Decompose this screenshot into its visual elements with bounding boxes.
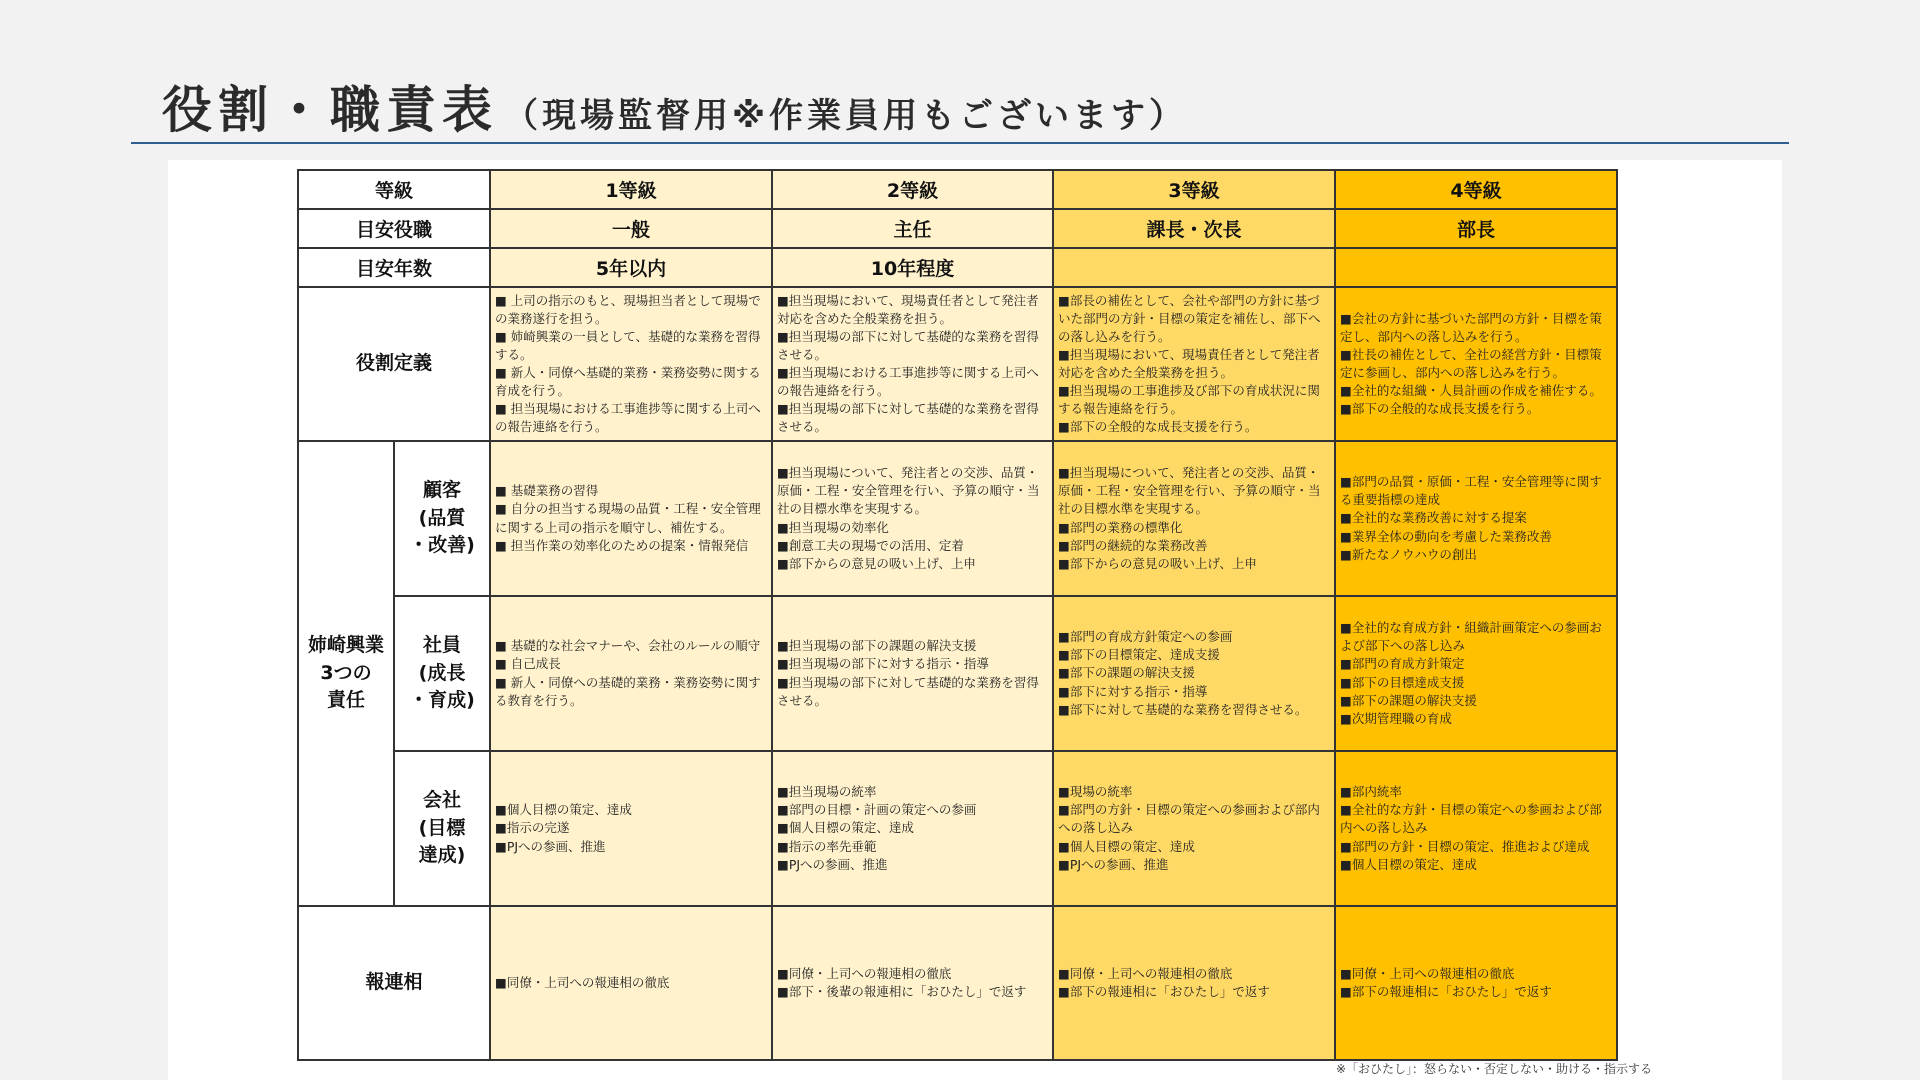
company-grade-3: ■現場の統率 ■部門の方針・目標の策定への参画および部内への落し込み ■個人目標の策定、達成 ■PJへの参画、推進 bbox=[1053, 751, 1335, 906]
customer-row bbox=[298, 441, 1617, 596]
role-grade-3: ■部長の補佐として、会社や部門の方針に基づいた部門の方針・目標の策定を補佐し、部下への落し込みを行う。 ■担当現場において、現場責任者として発注者対応を含めた全般業務を担う。 ■担当現場の工事進捗及び部下の育成状況に関する報告連絡を行う。 ■部下の全般的な成長支援を行う。 bbox=[1053, 287, 1335, 441]
customer-label: 顧客 (品質 ・改善) bbox=[394, 441, 490, 596]
page-title-sub: （現場監督用※作業員用もございます） bbox=[504, 96, 1188, 136]
company-label: 会社 (目標 達成) bbox=[394, 751, 490, 906]
grade-2-header: 2等級 bbox=[772, 170, 1053, 209]
employee-row bbox=[298, 596, 1617, 751]
report-label: 報連相 bbox=[298, 906, 490, 1060]
position-grade-2: 主任 bbox=[772, 209, 1053, 248]
employee-grade-4: ■全社的な育成方針・組織計画策定への参画および部下への落し込み ■部門の育成方針策定 ■部下の目標達成支援 ■部下の課題の解決支援 ■次期管理職の育成 bbox=[1335, 596, 1617, 751]
employee-label: 社員 (成長 ・育成) bbox=[394, 596, 490, 751]
employee-grade-3: ■部門の育成方針策定への参画 ■部下の目標策定、達成支援 ■部下の課題の解決支援 ■部下に対する指示・指導 ■部下に対して基礎的な業務を習得させる。 bbox=[1053, 596, 1335, 751]
title-underline bbox=[131, 142, 1789, 144]
company-grade-1: ■個人目標の策定、達成 ■指示の完遂 ■PJへの参画、推進 bbox=[490, 751, 772, 906]
report-grade-2: ■同僚・上司への報連相の徹底 ■部下・後輩の報連相に「おひたし」で返す bbox=[772, 906, 1053, 1060]
customer-grade-2: ■担当現場について、発注者との交渉、品質・原価・工程・安全管理を行い、予算の順守・当社の目標水準を実現する。 ■担当現場の効率化 ■創意工夫の現場での活用、定着 ■部下からの意見の吸い上げ、上申 bbox=[772, 441, 1053, 596]
role-grade-1: ■ 上司の指示のもと、現場担当者として現場での業務遂行を担う。 ■ 姉崎興業の一員として、基礎的な業務を習得する。 ■ 新人・同僚へ基礎的業務・業務姿勢に関する育成を行う。 ■ 担当現場における工事進捗等に関する上司への報告連絡を行う。 bbox=[490, 287, 772, 441]
years-grade-2: 10年程度 bbox=[772, 248, 1053, 287]
page-title-main: 役割・職責表 bbox=[162, 81, 498, 139]
report-grade-1: ■同僚・上司への報連相の徹底 bbox=[490, 906, 772, 1060]
role-responsibility-table bbox=[297, 169, 1618, 1061]
grade-1-header: 1等級 bbox=[490, 170, 772, 209]
position-grade-1: 一般 bbox=[490, 209, 772, 248]
years-grade-4 bbox=[1335, 248, 1617, 287]
position-grade-4: 部長 bbox=[1335, 209, 1617, 248]
report-row bbox=[298, 906, 1617, 1060]
company-row bbox=[298, 751, 1617, 906]
role-grade-2: ■担当現場において、現場責任者として発注者対応を含めた全般業務を担う。 ■担当現場の部下に対して基礎的な業務を習得させる。 ■担当現場における工事進捗等に関する上司への報告連絡を行う。 ■担当現場の部下に対して基礎的な業務を習得させる。 bbox=[772, 287, 1053, 441]
grade-4-header: 4等級 bbox=[1335, 170, 1617, 209]
position-row bbox=[298, 209, 1617, 248]
role-definition-row bbox=[298, 287, 1617, 441]
company-grade-2: ■担当現場の統率 ■部門の目標・計画の策定への参画 ■個人目標の策定、達成 ■指示の率先垂範 ■PJへの参画、推進 bbox=[772, 751, 1053, 906]
years-grade-3 bbox=[1053, 248, 1335, 287]
employee-grade-2: ■担当現場の部下の課題の解決支援 ■担当現場の部下に対する指示・指導 ■担当現場の部下に対して基礎的な業務を習得させる。 bbox=[772, 596, 1053, 751]
position-grade-3: 課長・次長 bbox=[1053, 209, 1335, 248]
position-label: 目安役職 bbox=[298, 209, 490, 248]
customer-grade-4: ■部門の品質・原価・工程・安全管理等に関する重要指標の達成 ■全社的な業務改善に対する提案 ■業界全体の動向を考慮した業務改善 ■新たなノウハウの創出 bbox=[1335, 441, 1617, 596]
customer-grade-1: ■ 基礎業務の習得 ■ 自分の担当する現場の品質・工程・安全管理に関する上司の指示を順守し、補佐する。 ■ 担当作業の効率化のための提案・情報発信 bbox=[490, 441, 772, 596]
years-label: 目安年数 bbox=[298, 248, 490, 287]
role-definition-label: 役割定義 bbox=[298, 287, 490, 441]
years-grade-1: 5年以内 bbox=[490, 248, 772, 287]
years-row bbox=[298, 248, 1617, 287]
report-grade-3: ■同僚・上司への報連相の徹底 ■部下の報連相に「おひたし」で返す bbox=[1053, 906, 1335, 1060]
employee-grade-1: ■ 基礎的な社会マナーや、会社のルールの順守 ■ 自己成長 ■ 新人・同僚への基礎的業務・業務姿勢に関する教育を行う。 bbox=[490, 596, 772, 751]
role-grade-4: ■会社の方針に基づいた部門の方針・目標を策定し、部内への落し込みを行う。 ■社長の補佐として、全社の経営方針・目標策定に参画し、部内への落し込みを行う。 ■全社的な組織・人員計画の作成を補佐する。 ■部下の全般的な成長支援を行う。 bbox=[1335, 287, 1617, 441]
page-title bbox=[162, 70, 1187, 142]
report-grade-4: ■同僚・上司への報連相の徹底 ■部下の報連相に「おひたし」で返す bbox=[1335, 906, 1617, 1060]
customer-grade-3: ■担当現場について、発注者との交渉、品質・原価・工程・安全管理を行い、予算の順守・当社の目標水準を実現する。 ■部門の業務の標準化 ■部門の継続的な業務改善 ■部下からの意見の吸い上げ、上申 bbox=[1053, 441, 1335, 596]
grade-row bbox=[298, 170, 1617, 209]
grade-3-header: 3等級 bbox=[1053, 170, 1335, 209]
three-responsibilities-label: 姉崎興業 3つの 責任 bbox=[298, 441, 394, 906]
grade-label: 等級 bbox=[298, 170, 490, 209]
company-grade-4: ■部内統率 ■全社的な方針・目標の策定への参画および部内への落し込み ■部門の方針・目標の策定、推進および達成 ■個人目標の策定、達成 bbox=[1335, 751, 1617, 906]
footnote: ※「おひたし」：怒らない・否定しない・助ける・指示する bbox=[1336, 1062, 1653, 1076]
